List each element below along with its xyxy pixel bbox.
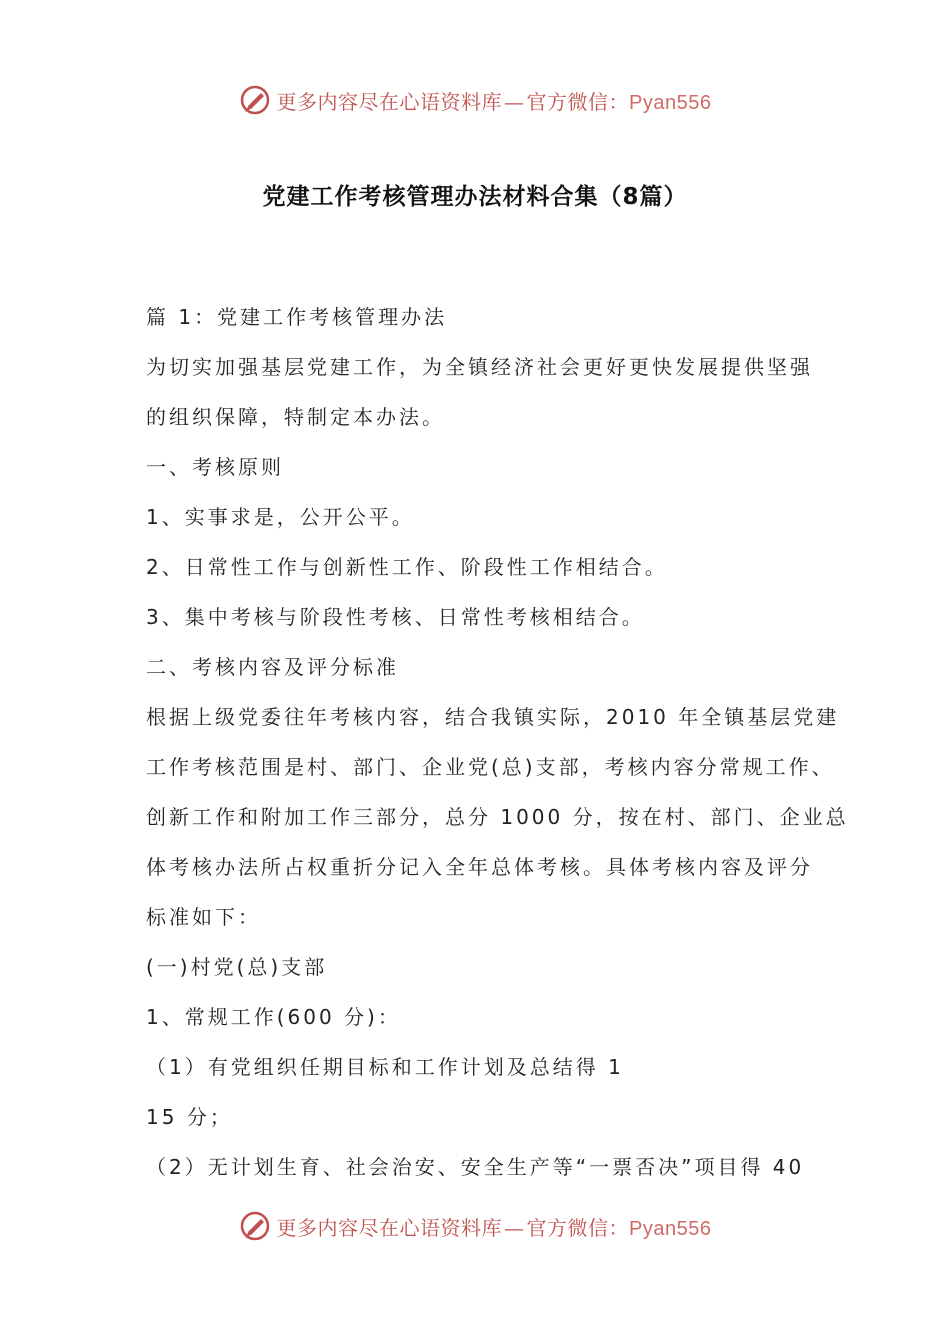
paragraph-line: 2、日常性工作与创新性工作、阶段性工作相结合。 [146, 555, 668, 579]
paragraph-line: 的组织保障，特制定本办法。 [146, 405, 445, 429]
paragraph-line: （2）无计划生育、社会治安、安全生产等“一票否决”项目得 40 [146, 1155, 805, 1179]
paragraph-line: 二、考核内容及评分标准 [146, 655, 399, 679]
watermark-banner-top [0, 84, 950, 116]
watermark-text: 更多内容尽在心语资料库 — 官方微信：Pyan556 [276, 1215, 712, 1240]
paragraph-line: 根据上级党委往年考核内容，结合我镇实际，2010 年全镇基层党建 [146, 705, 840, 729]
paragraph-line: 为切实加强基层党建工作，为全镇经济社会更好更快发展提供坚强 [146, 355, 813, 379]
paragraph-line: (一)村党(总)支部 [146, 955, 328, 979]
watermark-banner-bottom [0, 1210, 950, 1242]
paragraph-line: （1）有党组织任期目标和工作计划及总结得 1 [146, 1055, 624, 1079]
paragraph-line: 篇 1：党建工作考核管理办法 [146, 305, 448, 329]
pen-logo-icon [239, 84, 271, 116]
paragraph-line: 体考核办法所占权重折分记入全年总体考核。具体考核内容及评分 [146, 855, 813, 879]
paragraph-line: 一、考核原则 [146, 455, 284, 479]
document-title: 党建工作考核管理办法材料合集（8篇） [262, 184, 688, 210]
paragraph-line: 标准如下： [146, 905, 261, 929]
paragraph-line: 1、实事求是，公开公平。 [146, 505, 415, 529]
paragraph-line: 15 分； [146, 1105, 233, 1129]
paragraph-line: 1、常规工作(600 分)： [146, 1005, 401, 1029]
paragraph-line: 创新工作和附加工作三部分，总分 1000 分，按在村、部门、企业总 [146, 805, 849, 829]
watermark-text: 更多内容尽在心语资料库 — 官方微信：Pyan556 [276, 89, 712, 114]
paragraph-line: 工作考核范围是村、部门、企业党(总)支部，考核内容分常规工作、 [146, 755, 835, 779]
pen-logo-icon [239, 1210, 271, 1242]
document-body [146, 292, 849, 1192]
paragraph-line: 3、集中考核与阶段性考核、日常性考核相结合。 [146, 605, 645, 629]
